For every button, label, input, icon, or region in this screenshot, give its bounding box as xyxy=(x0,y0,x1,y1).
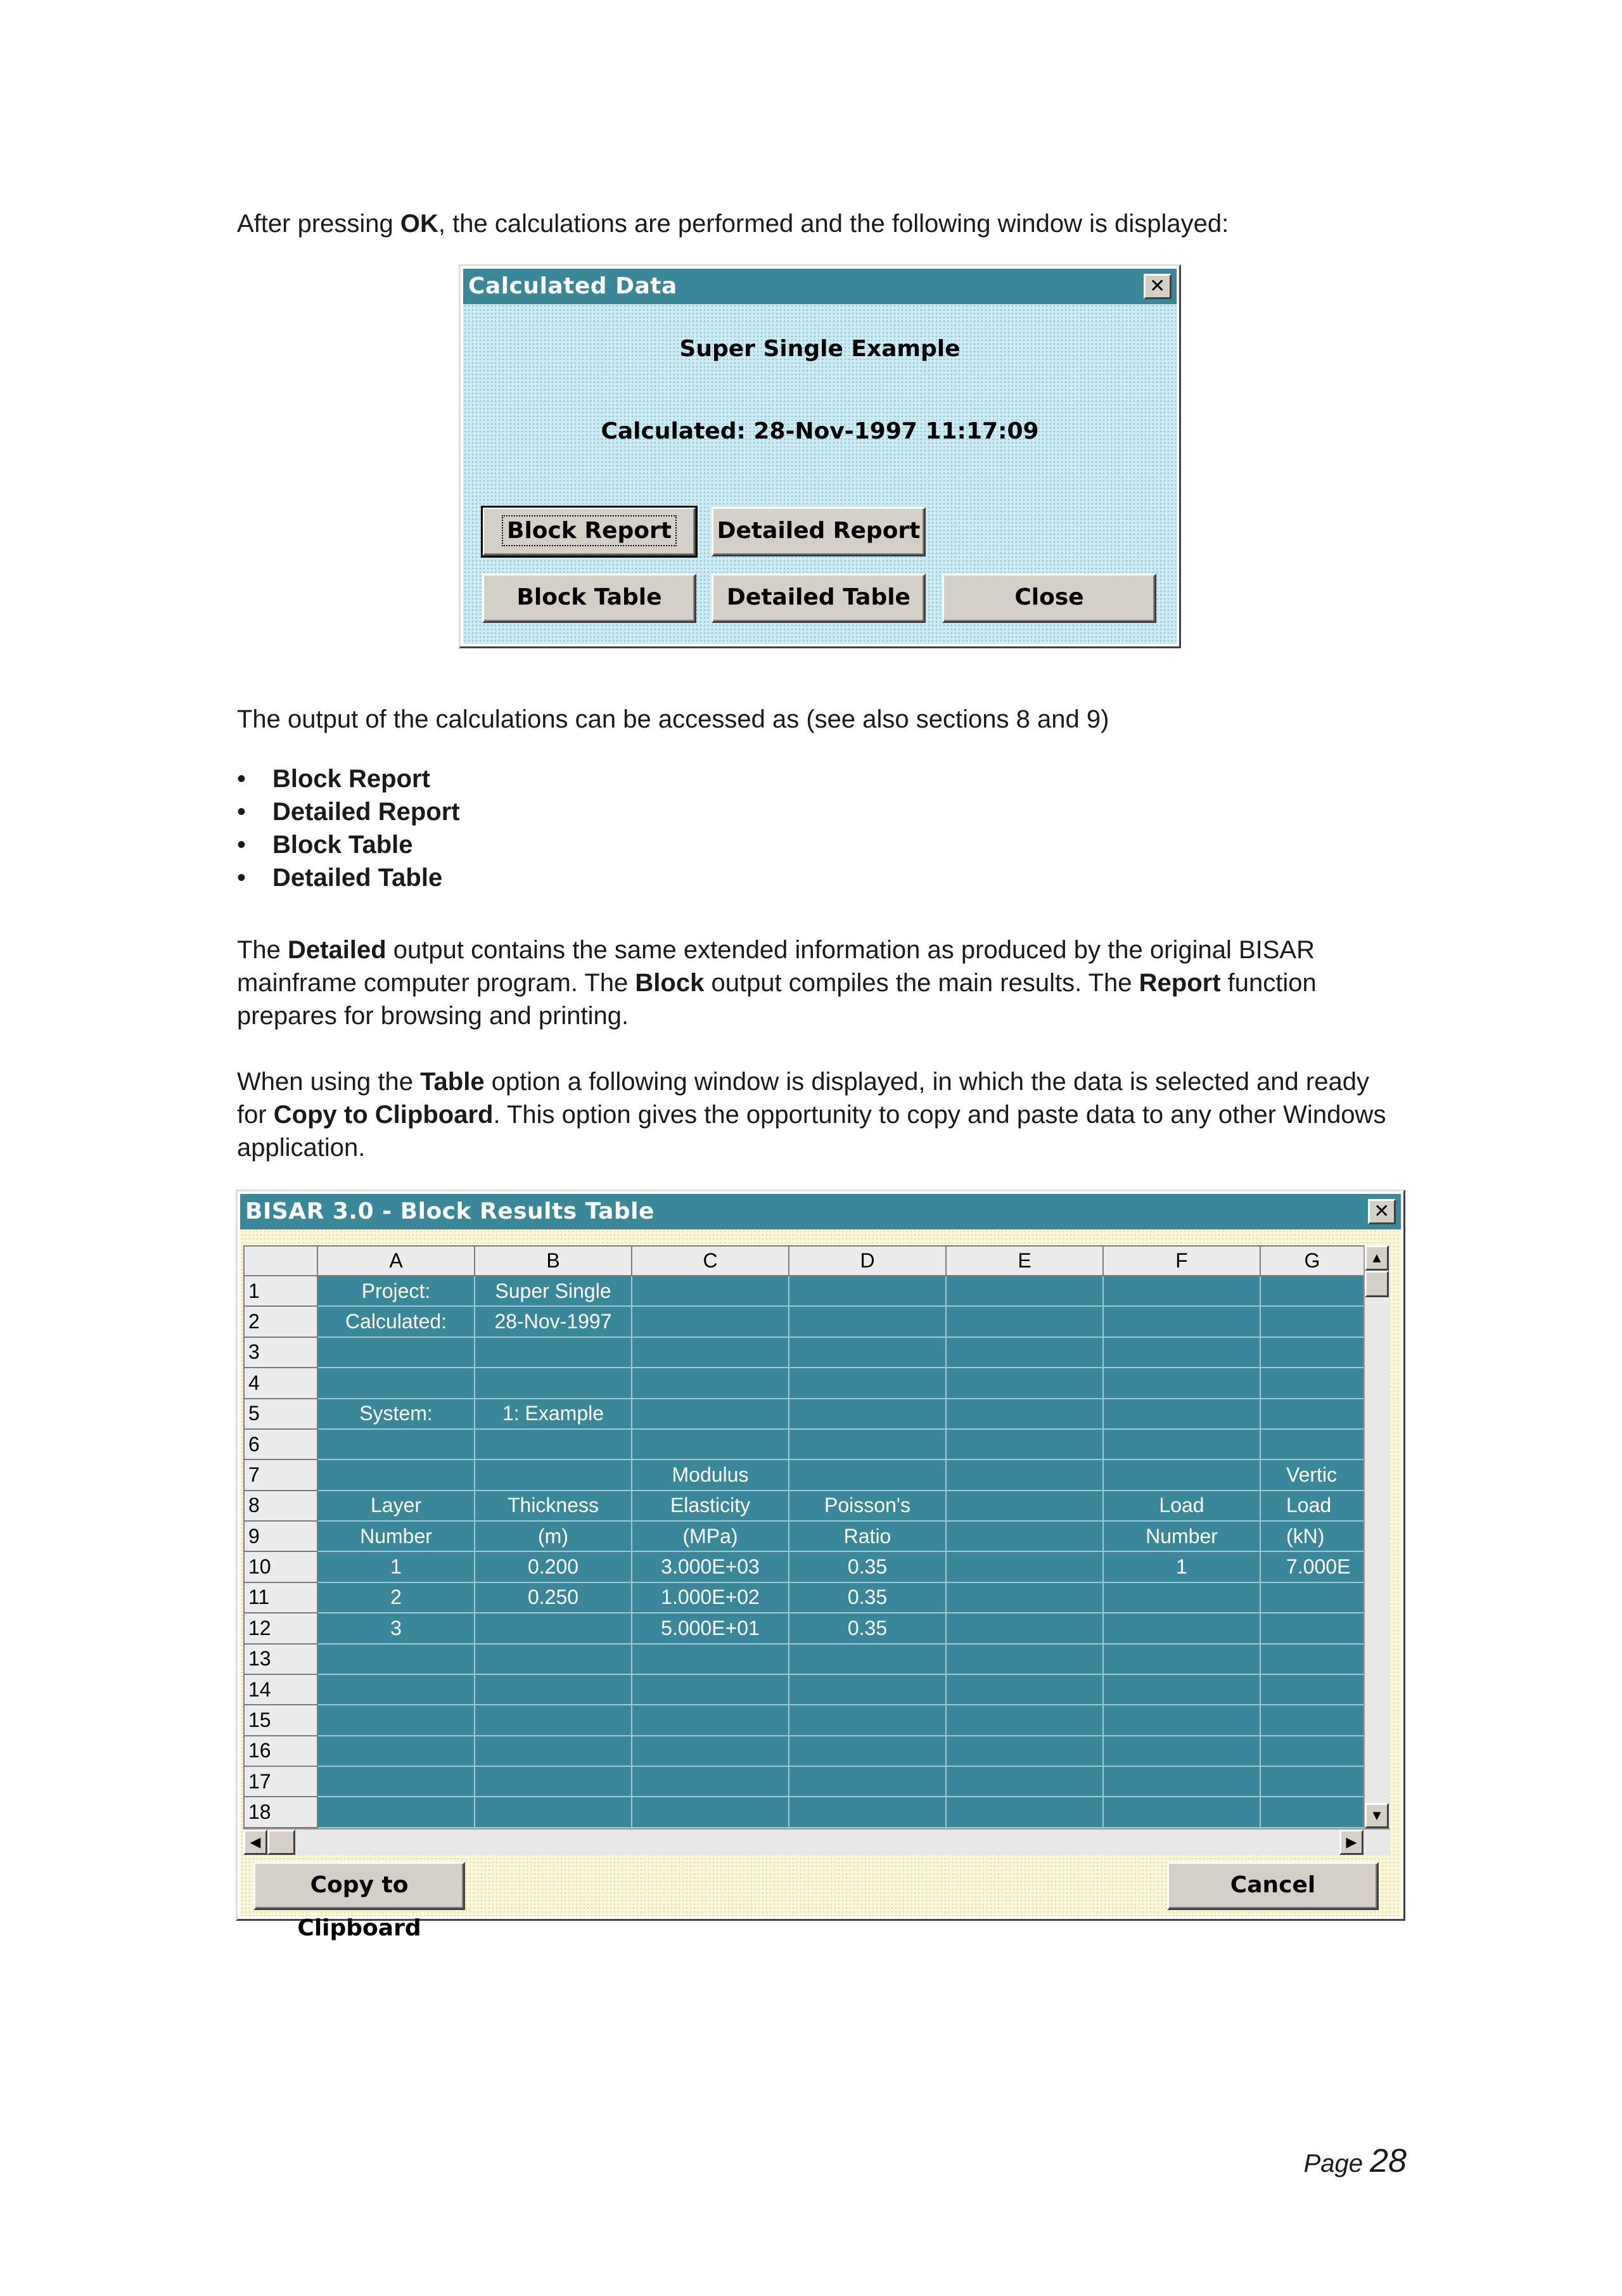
grid-cell[interactable] xyxy=(789,1429,946,1459)
scroll-down-icon[interactable]: ▼ xyxy=(1365,1803,1389,1828)
row-header[interactable]: 17 xyxy=(244,1766,317,1797)
column-header[interactable]: F xyxy=(1103,1246,1260,1276)
grid-cell[interactable] xyxy=(946,1705,1103,1735)
scroll-thumb[interactable] xyxy=(1365,1271,1389,1297)
dialog-title: Calculated Data xyxy=(468,273,677,299)
column-header[interactable]: D xyxy=(789,1246,946,1276)
copy-to-clipboard-button[interactable]: Copy to Clipboard xyxy=(253,1862,465,1910)
results-title: BISAR 3.0 - Block Results Table xyxy=(245,1198,655,1224)
grid-cell[interactable] xyxy=(1103,1429,1260,1459)
grid-cell[interactable] xyxy=(789,1766,946,1797)
grid-cell[interactable] xyxy=(317,1736,475,1766)
grid-cell[interactable]: 0.35 xyxy=(789,1613,946,1643)
grid-cell[interactable] xyxy=(632,1674,789,1705)
grid-cell[interactable] xyxy=(475,1674,632,1705)
grid-cell[interactable] xyxy=(946,1613,1103,1643)
table-row xyxy=(244,1644,1364,1674)
cancel-button[interactable]: Cancel xyxy=(1167,1862,1379,1910)
calculated-data-dialog xyxy=(459,264,1181,648)
grid-cell[interactable] xyxy=(1260,1429,1364,1459)
detailed-table-button[interactable]: Detailed Table xyxy=(712,574,926,623)
grid-cell[interactable]: 28-Nov-1997 xyxy=(475,1306,632,1337)
table-row xyxy=(244,1399,1364,1429)
grid-cell[interactable] xyxy=(317,1429,475,1459)
close-button[interactable]: Close xyxy=(942,574,1156,623)
table-row xyxy=(244,1705,1364,1735)
grid-cell[interactable] xyxy=(1103,1705,1260,1735)
grid-cell[interactable] xyxy=(1260,1399,1364,1429)
dialog-titlebar xyxy=(463,269,1177,304)
grid-cell[interactable] xyxy=(317,1368,475,1398)
grid-cell[interactable] xyxy=(946,1797,1103,1828)
grid-cell[interactable] xyxy=(789,1736,946,1766)
grid-cell[interactable] xyxy=(317,1337,475,1368)
grid-cell[interactable] xyxy=(632,1705,789,1735)
bold-text: Detailed xyxy=(288,936,386,964)
row-header[interactable]: 12 xyxy=(244,1613,317,1643)
table-row xyxy=(244,1276,1364,1306)
grid-cell[interactable]: Poisson's xyxy=(789,1491,946,1521)
grid-cell[interactable]: 1 xyxy=(1103,1551,1260,1582)
intro-ok-bold: OK xyxy=(400,210,438,238)
grid-cell[interactable] xyxy=(1260,1674,1364,1705)
grid-cell[interactable] xyxy=(1260,1613,1364,1643)
table-row xyxy=(244,1736,1364,1766)
column-header[interactable]: G xyxy=(1260,1246,1364,1276)
grid-cell[interactable] xyxy=(1260,1797,1364,1828)
row-header[interactable]: 16 xyxy=(244,1736,317,1766)
grid-cell[interactable]: 0.200 xyxy=(475,1551,632,1582)
row-header[interactable]: 15 xyxy=(244,1705,317,1735)
table-row xyxy=(244,1613,1364,1643)
page-label: Page xyxy=(1303,2150,1363,2177)
page-number xyxy=(1304,2142,1407,2180)
grid-cell[interactable] xyxy=(475,1736,632,1766)
grid-cell[interactable] xyxy=(317,1797,475,1828)
grid-cell[interactable]: 3 xyxy=(317,1613,475,1643)
row-header[interactable]: 2 xyxy=(244,1306,317,1337)
grid-cell[interactable] xyxy=(789,1399,946,1429)
grid-cell[interactable] xyxy=(1260,1276,1364,1306)
grid-cell[interactable]: Load xyxy=(1260,1491,1364,1521)
grid-cell[interactable] xyxy=(789,1368,946,1398)
text: . This option gives the opportunity to copy and paste data to any other Windows application. xyxy=(237,1101,1386,1162)
block-report-label: Block Report xyxy=(504,518,674,544)
close-icon[interactable]: ✕ xyxy=(1368,1199,1396,1224)
results-grid[interactable] xyxy=(243,1245,1365,1828)
bold-text: Copy to Clipboard xyxy=(273,1101,494,1129)
text: output compiles the main results. The xyxy=(704,969,1139,997)
grid-cell[interactable] xyxy=(475,1613,632,1643)
grid-cell[interactable] xyxy=(789,1276,946,1306)
grid-cell[interactable] xyxy=(475,1459,632,1490)
column-header-row xyxy=(244,1246,1364,1276)
row-header[interactable]: 5 xyxy=(244,1399,317,1429)
grid-cell[interactable]: 0.250 xyxy=(475,1582,632,1613)
grid-cell[interactable]: (MPa) xyxy=(632,1521,789,1551)
grid-cell[interactable] xyxy=(475,1368,632,1398)
grid-cell[interactable] xyxy=(632,1337,789,1368)
grid-cell[interactable]: Modulus xyxy=(632,1459,789,1490)
table-row xyxy=(244,1521,1364,1551)
table-row xyxy=(244,1674,1364,1705)
bullet-item: • Detailed Report xyxy=(237,795,460,828)
intro-text: After pressing xyxy=(237,210,400,238)
grid-cell[interactable] xyxy=(789,1459,946,1490)
grid-cell[interactable]: 3.000E+03 xyxy=(632,1551,789,1582)
table-row xyxy=(244,1459,1364,1490)
row-header[interactable]: 3 xyxy=(244,1337,317,1368)
grid-cell[interactable] xyxy=(946,1766,1103,1797)
grid-cell[interactable] xyxy=(632,1306,789,1337)
table-row xyxy=(244,1306,1364,1337)
bold-text: Table xyxy=(420,1068,485,1096)
grid-cell[interactable] xyxy=(317,1766,475,1797)
grid-cell[interactable] xyxy=(1103,1337,1260,1368)
table-row xyxy=(244,1368,1364,1398)
row-header[interactable]: 11 xyxy=(244,1582,317,1613)
grid-cell[interactable] xyxy=(1103,1368,1260,1398)
grid-cell[interactable]: 2 xyxy=(317,1582,475,1613)
close-icon[interactable]: ✕ xyxy=(1144,274,1172,299)
grid-cell[interactable] xyxy=(946,1736,1103,1766)
grid-cell[interactable]: Project: xyxy=(317,1276,475,1306)
table-row xyxy=(244,1582,1364,1613)
grid-cell[interactable] xyxy=(1103,1582,1260,1613)
corner-cell[interactable] xyxy=(244,1246,317,1276)
grid-cell[interactable] xyxy=(1103,1459,1260,1490)
grid-cell[interactable] xyxy=(946,1459,1103,1490)
grid-cell[interactable]: 0.35 xyxy=(789,1582,946,1613)
row-header[interactable]: 4 xyxy=(244,1368,317,1398)
grid-cell[interactable]: (m) xyxy=(475,1521,632,1551)
grid-cell[interactable] xyxy=(1103,1644,1260,1674)
grid-cell[interactable] xyxy=(946,1582,1103,1613)
grid-cell[interactable] xyxy=(475,1337,632,1368)
grid-cell[interactable] xyxy=(946,1491,1103,1521)
bullet-item: • Block Report xyxy=(237,762,460,795)
grid-cell[interactable] xyxy=(1260,1705,1364,1735)
row-header[interactable]: 1 xyxy=(244,1276,317,1306)
grid-cell[interactable] xyxy=(1103,1797,1260,1828)
grid-cell[interactable] xyxy=(632,1399,789,1429)
grid-cell[interactable] xyxy=(1260,1306,1364,1337)
grid-cell[interactable]: Super Single xyxy=(475,1276,632,1306)
text: option a following window is displayed, in which the data is selected and ready for xyxy=(237,1068,1369,1129)
row-header[interactable]: 6 xyxy=(244,1429,317,1459)
grid-cell[interactable] xyxy=(475,1429,632,1459)
table-row xyxy=(244,1551,1364,1582)
table-row xyxy=(244,1429,1364,1459)
text: function prepares for browsing and printing. xyxy=(237,969,1317,1030)
grid-cell[interactable] xyxy=(1103,1399,1260,1429)
grid-cell[interactable] xyxy=(632,1766,789,1797)
grid-cell[interactable] xyxy=(1103,1766,1260,1797)
detailed-paragraph xyxy=(237,933,1396,1032)
text: When using the xyxy=(237,1068,421,1096)
grid-cell[interactable] xyxy=(1260,1736,1364,1766)
grid-cell[interactable]: Load xyxy=(1103,1491,1260,1521)
grid-cell[interactable] xyxy=(946,1674,1103,1705)
grid-cell[interactable] xyxy=(317,1644,475,1674)
grid-cell[interactable]: 0.35 xyxy=(789,1551,946,1582)
grid-cell[interactable] xyxy=(789,1797,946,1828)
grid-cell[interactable]: 1 xyxy=(317,1551,475,1582)
grid-cell[interactable] xyxy=(1260,1368,1364,1398)
example-name: Super Single Example xyxy=(679,336,961,362)
grid-cell[interactable] xyxy=(946,1276,1103,1306)
grid-cell[interactable] xyxy=(1103,1613,1260,1643)
text: output contains the same extended information as produced by the original BISAR mainframe computer program. The xyxy=(237,936,1315,997)
grid-cell[interactable] xyxy=(789,1705,946,1735)
bold-text: Block xyxy=(635,969,705,997)
vertical-scrollbar[interactable] xyxy=(1363,1245,1390,1828)
horizontal-scrollbar[interactable] xyxy=(243,1828,1390,1855)
grid-cell[interactable]: 7.000E xyxy=(1260,1551,1364,1582)
grid-cell[interactable] xyxy=(1103,1276,1260,1306)
grid-cell[interactable] xyxy=(1260,1644,1364,1674)
scroll-up-icon[interactable]: ▲ xyxy=(1365,1245,1389,1271)
grid-cell[interactable] xyxy=(475,1705,632,1735)
grid-cell[interactable] xyxy=(632,1368,789,1398)
grid-cell[interactable]: Vertic xyxy=(1260,1459,1364,1490)
grid-cell[interactable] xyxy=(1103,1736,1260,1766)
output-bullet-list xyxy=(237,762,460,894)
grid-cell[interactable]: 1.000E+02 xyxy=(632,1582,789,1613)
row-header[interactable]: 7 xyxy=(244,1459,317,1490)
grid-cell[interactable] xyxy=(789,1644,946,1674)
grid-cell[interactable]: 1: Example xyxy=(475,1399,632,1429)
grid-cell[interactable]: Elasticity xyxy=(632,1491,789,1521)
grid-cell[interactable]: Thickness xyxy=(475,1491,632,1521)
row-header[interactable]: 18 xyxy=(244,1797,317,1828)
output-paragraph: The output of the calculations can be accessed as (see also sections 8 and 9) xyxy=(237,705,1109,733)
grid-cell[interactable] xyxy=(1103,1306,1260,1337)
grid-cell[interactable] xyxy=(789,1674,946,1705)
grid-cell[interactable] xyxy=(946,1368,1103,1398)
grid-cell[interactable]: Number xyxy=(317,1521,475,1551)
grid-cell[interactable] xyxy=(1260,1582,1364,1613)
grid-cell[interactable] xyxy=(475,1797,632,1828)
grid-cell[interactable] xyxy=(946,1644,1103,1674)
table-row xyxy=(244,1797,1364,1828)
block-table-button[interactable]: Block Table xyxy=(482,574,696,623)
bullet-item: • Detailed Table xyxy=(237,861,460,894)
table-row xyxy=(244,1766,1364,1797)
grid-cell[interactable] xyxy=(789,1337,946,1368)
grid-cell[interactable] xyxy=(1260,1766,1364,1797)
grid-cell[interactable] xyxy=(317,1674,475,1705)
grid-cell[interactable]: 5.000E+01 xyxy=(632,1613,789,1643)
table-row xyxy=(244,1491,1364,1521)
grid-cell[interactable] xyxy=(475,1644,632,1674)
grid-cell[interactable]: Number xyxy=(1103,1521,1260,1551)
scroll-left-icon[interactable]: ◀ xyxy=(243,1830,267,1855)
grid-cell[interactable]: Layer xyxy=(317,1491,475,1521)
calculated-timestamp: Calculated: 28-Nov-1997 11:17:09 xyxy=(601,418,1039,444)
text: The xyxy=(237,936,288,964)
table-row xyxy=(244,1337,1364,1368)
grid-cell[interactable]: Ratio xyxy=(789,1521,946,1551)
column-header[interactable]: E xyxy=(946,1246,1103,1276)
column-header[interactable]: C xyxy=(632,1246,789,1276)
row-header[interactable]: 9 xyxy=(244,1521,317,1551)
grid-cell[interactable] xyxy=(946,1306,1103,1337)
grid-cell[interactable] xyxy=(1103,1674,1260,1705)
grid-cell[interactable] xyxy=(946,1521,1103,1551)
grid-cell[interactable] xyxy=(946,1399,1103,1429)
scroll-right-icon[interactable]: ▶ xyxy=(1339,1830,1363,1855)
page-number-value: 28 xyxy=(1370,2143,1407,2179)
row-header[interactable]: 8 xyxy=(244,1491,317,1521)
column-header[interactable]: B xyxy=(475,1246,632,1276)
grid-cell[interactable] xyxy=(632,1644,789,1674)
grid-cell[interactable] xyxy=(1260,1337,1364,1368)
grid-cell[interactable] xyxy=(475,1766,632,1797)
block-report-button[interactable] xyxy=(482,507,696,556)
column-header[interactable]: A xyxy=(317,1246,475,1276)
row-header[interactable]: 13 xyxy=(244,1644,317,1674)
grid-cell[interactable] xyxy=(946,1337,1103,1368)
grid-cell[interactable] xyxy=(317,1459,475,1490)
grid-cell[interactable] xyxy=(317,1705,475,1735)
table-paragraph xyxy=(237,1065,1396,1164)
grid-cell[interactable]: (kN) xyxy=(1260,1521,1364,1551)
detailed-report-button[interactable]: Detailed Report xyxy=(712,507,926,556)
grid-cell[interactable] xyxy=(632,1797,789,1828)
results-titlebar xyxy=(240,1194,1401,1229)
intro-paragraph xyxy=(237,207,1396,240)
grid-cell[interactable] xyxy=(632,1736,789,1766)
bold-text: Report xyxy=(1139,969,1221,997)
grid-cell[interactable]: Calculated: xyxy=(317,1306,475,1337)
grid-cell[interactable] xyxy=(789,1306,946,1337)
grid-cell[interactable] xyxy=(632,1276,789,1306)
h-scroll-thumb[interactable] xyxy=(267,1830,295,1855)
bullet-item: • Block Table xyxy=(237,828,460,861)
grid-cell[interactable] xyxy=(946,1429,1103,1459)
intro-text-end: , the calculations are performed and the following window is displayed: xyxy=(438,210,1229,238)
row-header[interactable]: 10 xyxy=(244,1551,317,1582)
dialog-body xyxy=(463,304,1177,644)
grid-cell[interactable] xyxy=(632,1429,789,1459)
row-header[interactable]: 14 xyxy=(244,1674,317,1705)
grid-cell[interactable]: System: xyxy=(317,1399,475,1429)
grid-cell[interactable] xyxy=(946,1551,1103,1582)
